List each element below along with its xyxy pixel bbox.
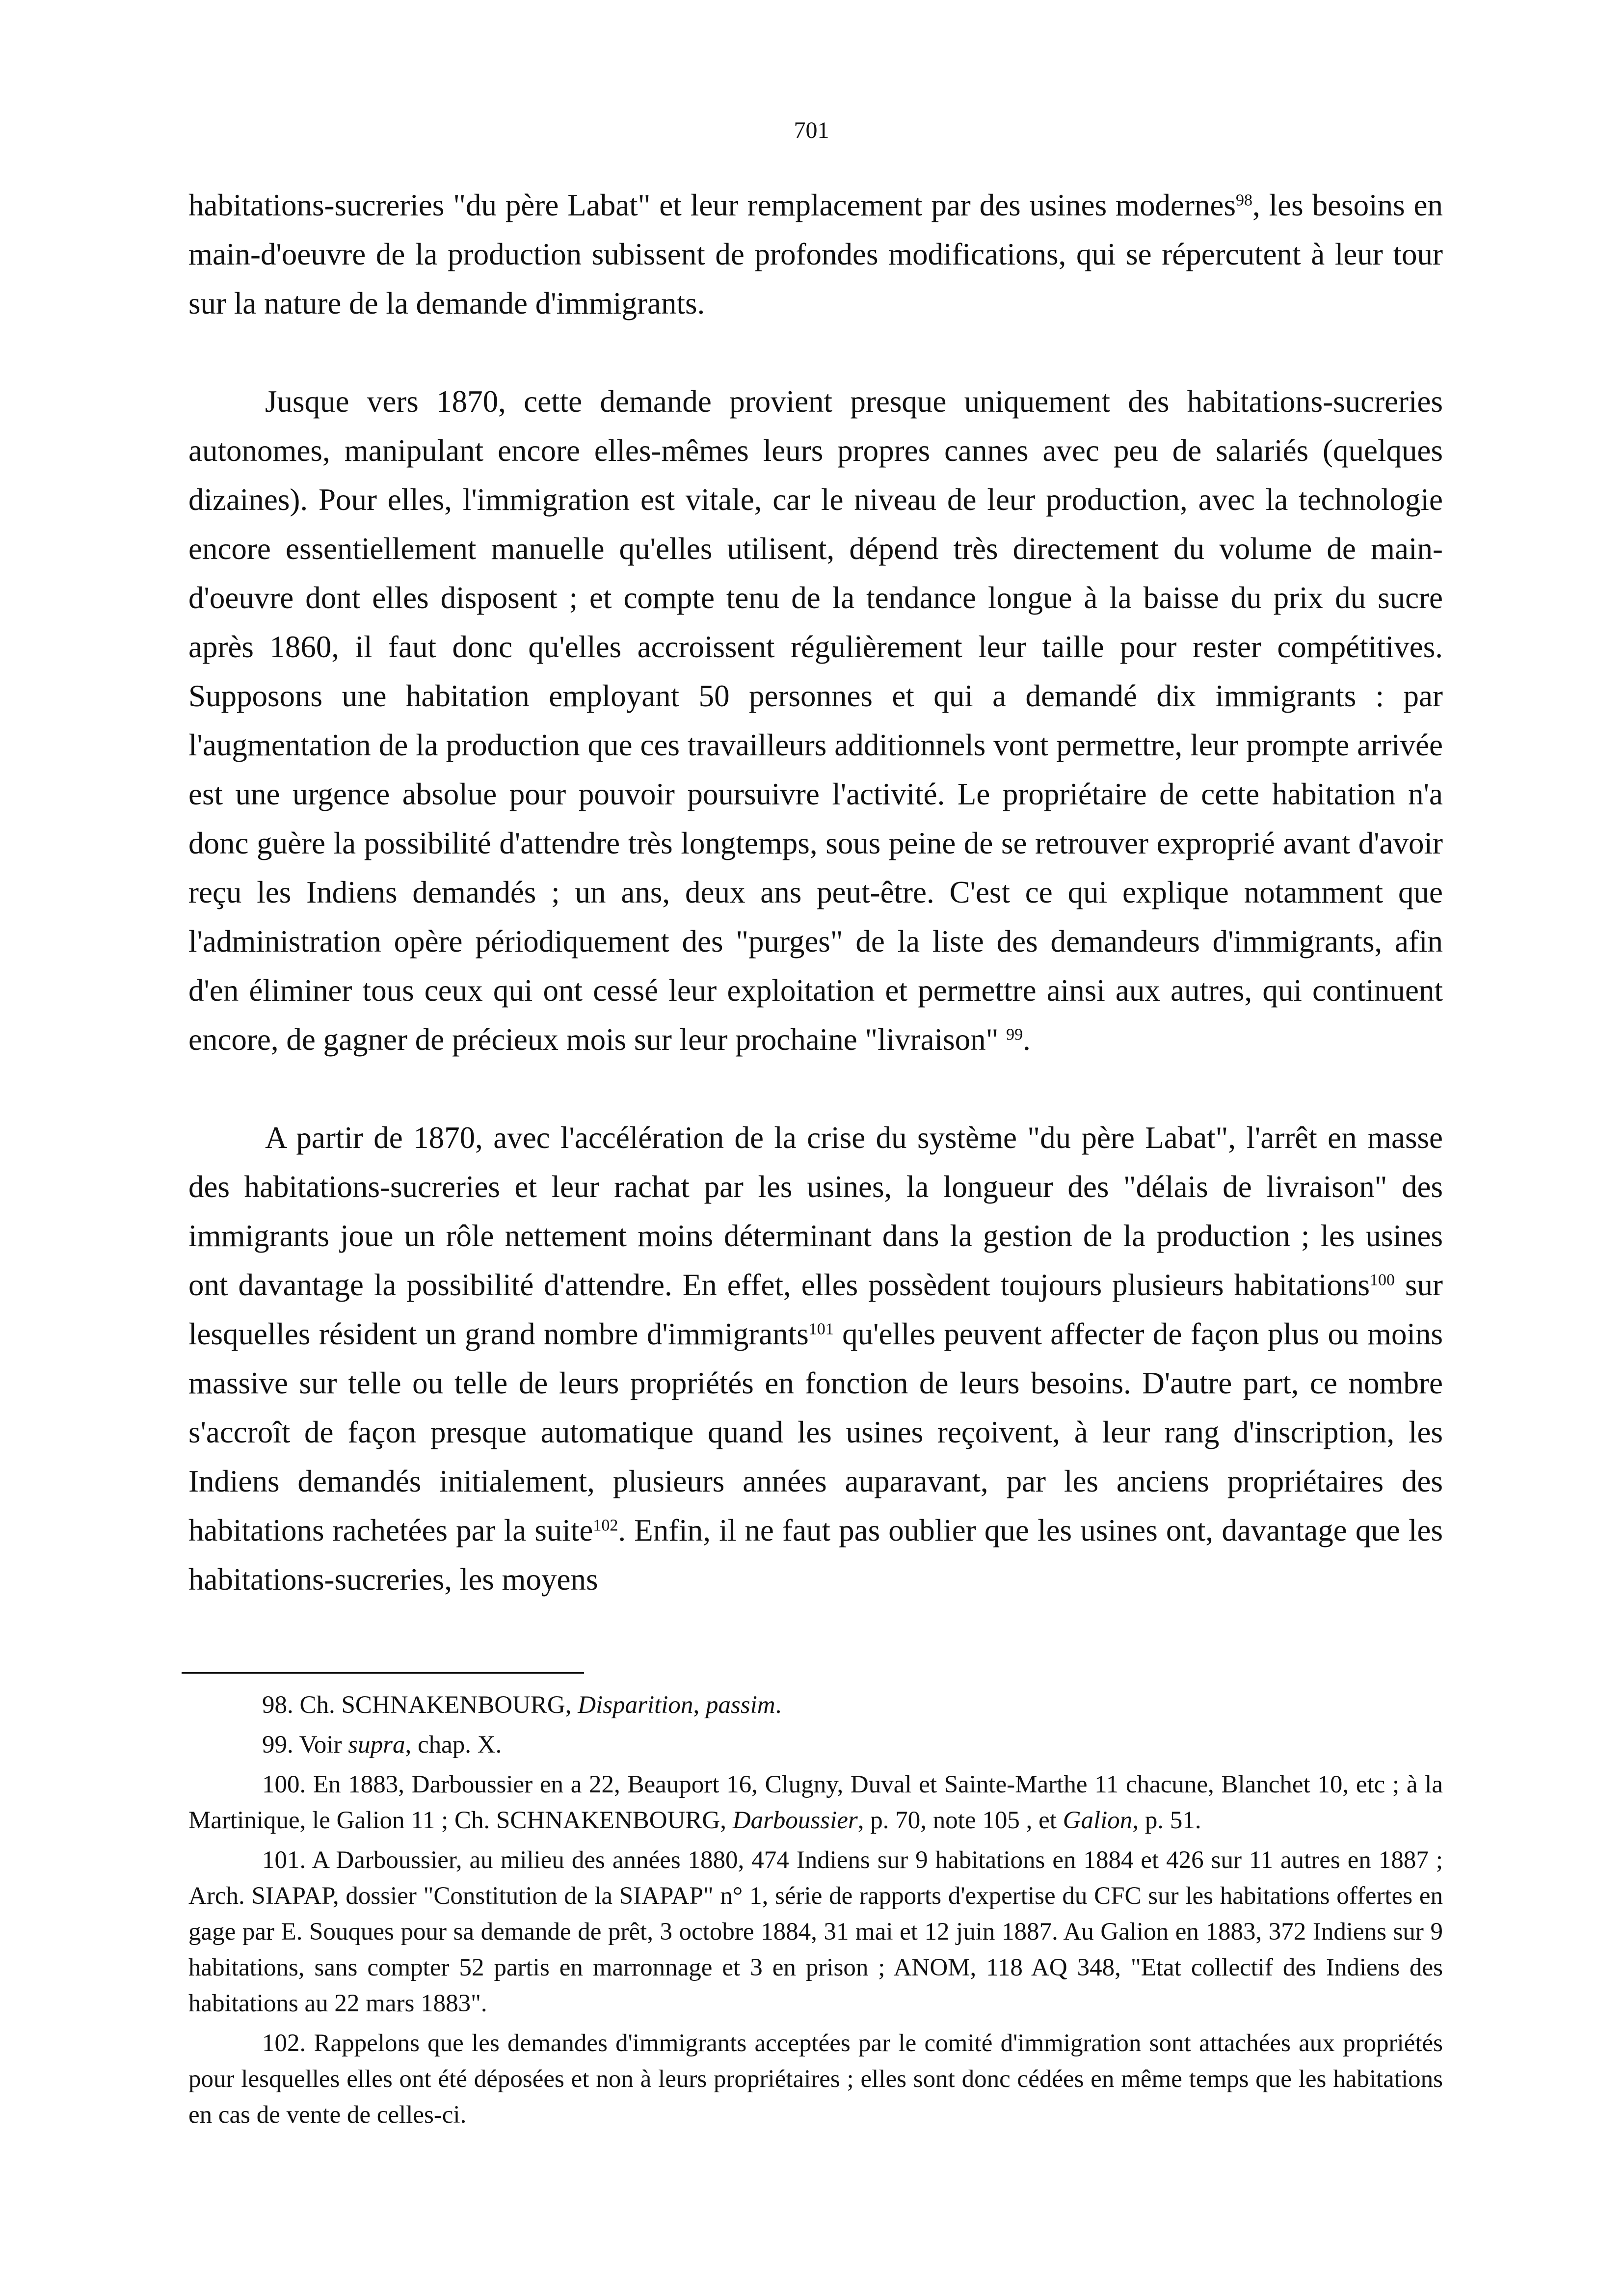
paragraph-1-text-b: , les besoins en main-d'oeuvre de la production subissent de profondes modifications, qui se répercutent à leur tour sur la nature de la demande d'immigrants. — [188, 188, 1443, 320]
footnote-100-text-c: , p. 51. — [1132, 1807, 1201, 1834]
paragraph-2 — [188, 377, 1443, 1064]
footnote-ref-99[interactable]: 99 — [1006, 1025, 1023, 1044]
footnote-ref-101[interactable]: 101 — [808, 1320, 834, 1338]
footnote-98-passim: passim — [705, 1691, 775, 1719]
footnote-100-text-b: , p. 70, note 105 , et — [857, 1807, 1063, 1834]
paragraph-3-text-a: A partir de 1870, avec l'accélération de la crise du système "du père Labat", l'arrêt en masse des habitations-sucreries et leur rachat par les usines, la longueur des "délais de livraison" des immigrants joue un rôle nettement moins déterminant dans la gestion de la production ; les usines ont davantage la possibilité d'attendre. En effet, elles possèdent toujours plusieurs habitations — [188, 1121, 1443, 1302]
footnote-98-text-a: 98. Ch. SCHNAKENBOURG, — [262, 1691, 578, 1719]
footnote-100 — [188, 1767, 1443, 1839]
footnote-102: 102. Rappelons que les demandes d'immigrants acceptées par le comité d'immigration sont attachées aux propriétés pour lesquelles elles ont été déposées et non à leurs propriétaires ; elles sont donc cédées en même temps que les habitations en cas de vente de celles-ci. — [188, 2029, 1443, 2129]
page-number: 701 — [794, 117, 829, 143]
footnote-98-text-c: . — [775, 1691, 782, 1719]
footnote-separator — [182, 1672, 584, 1674]
paragraph-3-text-b: sur lesquelles résident un grand nombre d'immigrants — [188, 1268, 1443, 1351]
footnote-99-supra: supra — [348, 1731, 405, 1759]
footnote-98-text-b: , — [693, 1691, 706, 1719]
footnote-98-title: Disparition — [578, 1691, 693, 1719]
footnote-ref-100[interactable]: 100 — [1370, 1271, 1395, 1289]
footnote-100-title-2: Galion — [1063, 1807, 1133, 1834]
paragraph-1-text-a: habitations-sucreries "du père Labat" et leur remplacement par des usines modernes — [188, 188, 1236, 222]
footnote-ref-102[interactable]: 102 — [593, 1516, 618, 1535]
footnote-100-text-a: 100. En 1883, Darboussier en a 22, Beauport 16, Clugny, Duval et Sainte-Marthe 11 chacune, Blanchet 10, etc ; à la Martinique, le Galion 11 ; Ch. SCHNAKENBOURG, — [188, 1771, 1443, 1834]
footnote-ref-98[interactable]: 98 — [1235, 191, 1252, 210]
paragraph-2-text-a: Jusque vers 1870, cette demande provient presque uniquement des habitations-sucreries autonomes, manipulant encore elles-mêmes leurs propres cannes avec peu de salariés (quelques dizaines). Pour elles, l'immigration est vitale, car le niveau de leur production, avec la technologie encore essentiellement manuelle qu'elles utilisent, dépend très directement du volume de main-d'oeuvre dont elles disposent ; et compte tenu de la tendance longue à la baisse du prix du sucre après 1860, il faut donc qu'elles accroissent régulièrement leur taille pour rester compétitives. Supposons une habitation employant 50 personnes et qui a demandé dix immigrants : par l'augmentation de la production que ces travailleurs additionnels vont permettre, leur prompte arrivée est une urgence absolue pour pouvoir poursuivre l'activité. Le propriétaire de cette habitation n'a donc guère la possibilité d'attendre très longtemps, sous peine de se retrouver exproprié avant d'avoir reçu les Indiens demandés ; un ans, deux ans peut-être. C'est ce qui explique notamment que l'administration opère périodiquement des "purges" de la liste des demandeurs d'immigrants, afin d'en éliminer tous ceux qui ont cessé leur exploitation et permettre ainsi aux autres, qui continuent encore, de gagner de précieux mois sur leur prochaine "livraison" — [188, 384, 1443, 1057]
paragraph-3 — [188, 1113, 1443, 1604]
footnote-101: 101. A Darboussier, au milieu des années 1880, 474 Indiens sur 9 habitations en 1884 et 426 sur 11 autres en 1887 ; Arch. SIAPAP, dossier "Constitution de la SIAPAP" n° 1, série de rapports d'expertise du CFC sur les habitations offertes en gage par E. Souques pour sa demande de prêt, 3 octobre 1884, 31 mai et 12 juin 1887. Au Galion en 1883, 372 Indiens sur 9 habitations, sans compter 52 partis en marronnage et 3 en prison ; ANOM, 118 AQ 348, "Etat collectif des Indiens des habitations au 22 mars 1883". — [188, 1846, 1443, 2017]
paragraph-3-text-d: . Enfin, il ne faut pas oublier que les usines ont, davantage que les habitations-sucreries, les moyens — [188, 1513, 1443, 1597]
body-text — [188, 181, 1443, 1604]
footnote-99-text-a: 99. Voir — [262, 1731, 348, 1759]
footnote-100-title-1: Darboussier — [732, 1807, 858, 1834]
footnote-99 — [188, 1727, 1443, 1763]
paragraph-3-text-c: qu'elles peuvent affecter de façon plus ou moins massive sur telle ou telle de leurs propriétés en fonction de leurs besoins. D'autre part, ce nombre s'accroît de façon presque automatique quand les usines reçoivent, à leur rang d'inscription, les Indiens demandés initialement, plusieurs années auparavant, par les anciens propriétaires des habitations rachetées par la suite — [188, 1317, 1443, 1548]
footnote-99-text-b: , chap. X. — [405, 1731, 502, 1759]
footnotes — [188, 1687, 1443, 2137]
footnote-98 — [188, 1687, 1443, 1723]
paragraph-1 — [188, 181, 1443, 328]
paragraph-2-text-b: . — [1023, 1022, 1031, 1057]
